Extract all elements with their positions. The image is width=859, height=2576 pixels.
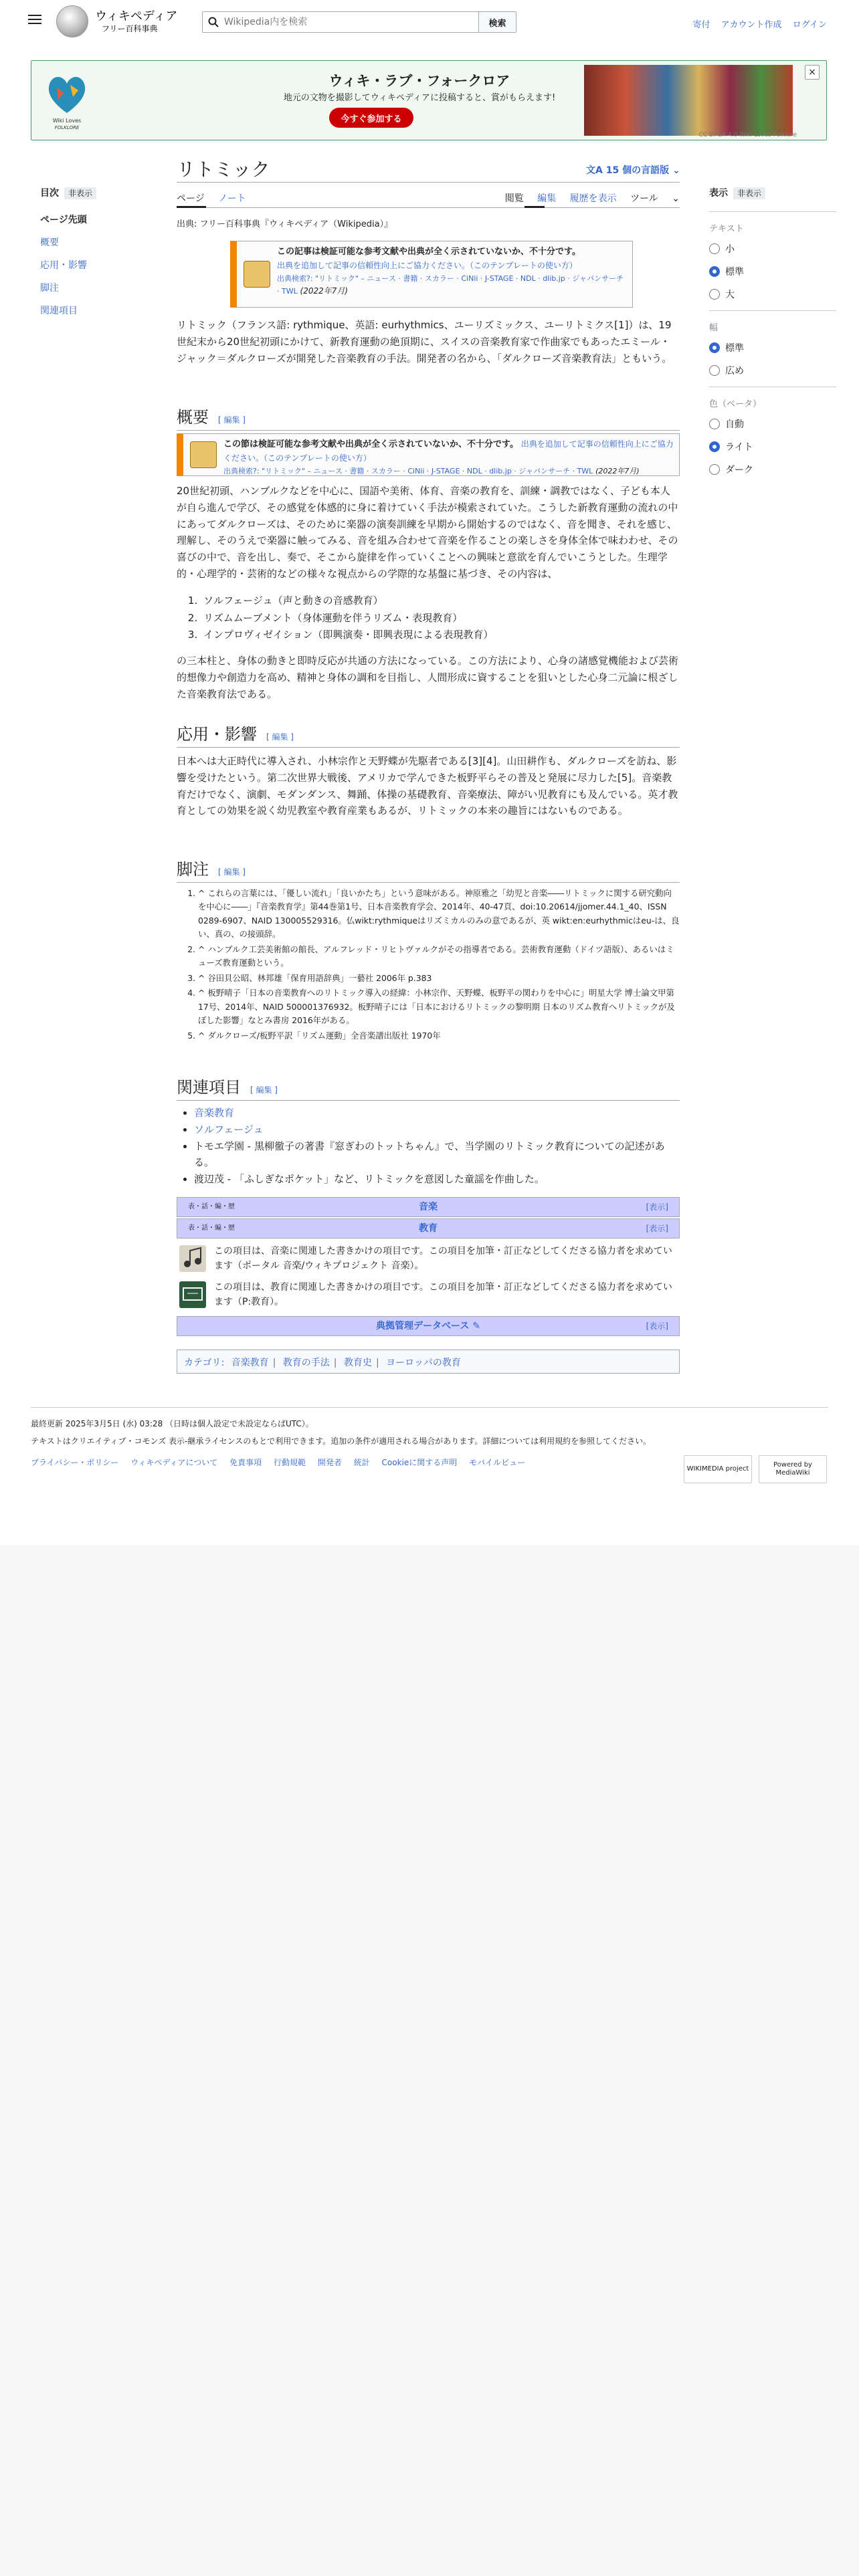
main-menu-button[interactable] bbox=[28, 15, 41, 24]
navbox-toggle[interactable]: [表示] bbox=[646, 1224, 668, 1233]
banner-join-button[interactable]: 今すぐ参加する bbox=[329, 108, 413, 128]
list-item bbox=[194, 1171, 680, 1188]
footnote-item bbox=[198, 1029, 680, 1043]
category-link[interactable]: 教育の手法 bbox=[282, 1358, 330, 1368]
edit-section-link[interactable]: [ 編集 ] bbox=[250, 1085, 278, 1095]
radio-light[interactable] bbox=[709, 441, 720, 452]
footnotes-list bbox=[198, 887, 680, 1044]
ambox-date: (2022年7月) bbox=[300, 286, 349, 296]
close-icon[interactable]: × bbox=[805, 65, 820, 80]
stub-education bbox=[177, 1279, 680, 1312]
navbox-vte[interactable]: 表・話・編・歴 bbox=[188, 1224, 235, 1232]
color-option[interactable] bbox=[709, 417, 836, 431]
appearance-hide-button[interactable]: 非表示 bbox=[733, 187, 765, 199]
ambox-references bbox=[230, 241, 633, 308]
related-link[interactable]: ソルフェージュ bbox=[194, 1123, 264, 1136]
logo-title[interactable]: ウィキペディア bbox=[95, 9, 178, 23]
navbox-toggle[interactable]: [表示] bbox=[646, 1202, 668, 1212]
heading-text: 脚注 bbox=[177, 860, 209, 879]
intro-paragraph: リトミック（フランス語: rythmique、英語: eurhythmics、ユーリズミックス、ユーリトミクス[1]）は、19世紀末から20世紀初頭にかけて、新教育運動の絶頂期に、スイスの音楽教育家で作曲家でもあったエミール・ジャック＝ダルクローズが開発した音楽教育の手法。開発者の名から、「ダルクローズ音楽教育法」ともいう。 bbox=[177, 319, 672, 364]
navbox-title[interactable]: 典拠管理データベース ✎ bbox=[376, 1321, 480, 1331]
toc-header bbox=[40, 186, 167, 199]
category-link[interactable]: ヨーロッパの教育 bbox=[386, 1358, 461, 1368]
text-size-label: テキスト bbox=[709, 224, 744, 234]
appearance-title: 表示 bbox=[709, 188, 728, 199]
overview-paragraph-2: の三本柱と、身体の動きと即時反応が共通の方法になっている。この方法により、心身の諸感覚機能および芸術的想像力や創造力を高め、精神と身体の調和を目指し、人間形成に資することを狙いとした心身二元論に根ざした音楽教育法である。 bbox=[177, 655, 679, 700]
footnote-item bbox=[198, 887, 680, 942]
search-button[interactable]: 検索 bbox=[478, 12, 516, 32]
footnote-text: ^ これらの言葉には、「優しい流れ」「良いかたち」という意味がある。神原雅之「幼児と音楽――リトミックに関する研究動向を中心に――」『音楽教育学』第44巻第1号、日本音楽教育学会、2014年、40-47頁、doi:10.20614/jjomer.44.1_40、ISSN 0289-6907、NAID 130005529316。仏wikt:rythmiqueはリズミカルのみの意であるが、英 wikt:en:eurhythmicはeu-は、良い、真の、の接頭辞。 bbox=[198, 888, 680, 940]
tabs-divider bbox=[177, 207, 680, 208]
option-label: ライト bbox=[725, 442, 753, 453]
active-tab-indicator-right bbox=[524, 206, 545, 208]
ambox-section bbox=[177, 433, 680, 476]
ambox-search-links[interactable]: 出典検索?: "リトミック" – ニュース · 書籍 · スカラー · CiNii · J-STAGE · NDL · dlib.jp · ジャパンサーチ · TWL bbox=[223, 466, 593, 475]
footer-link[interactable]: ウィキペディアについて bbox=[130, 1458, 218, 1467]
personal-tools bbox=[684, 17, 827, 30]
footnote-item bbox=[198, 943, 680, 970]
footer-link[interactable]: モバイルビュー bbox=[469, 1458, 526, 1467]
footnote-text: ^ ダルクローズ/板野平訳「リズム運動」全音楽譜出版社 1970年 bbox=[198, 1030, 441, 1041]
list-item bbox=[201, 627, 493, 644]
list-item bbox=[194, 1121, 680, 1138]
footnote-text: ^ 板野晴子「日本の音楽教育へのリトミック導入の経緯：小林宗作、天野蝶、板野平の関わりを中心に」明星大学 博士論文甲第17号、2014年、NAID 500001376932。板野晴子には「日本におけるリトミックの黎明期 日本のリズム教育へリトミックが及ぼした影響」なとみ書房 2016年がある。 bbox=[198, 988, 675, 1026]
radio-small[interactable] bbox=[709, 243, 720, 254]
related-text: トモエ学園 - 黒柳徹子の著書『窓ぎわのトットちゃん』で、当学園のリトミック教育についての記述がある。 bbox=[194, 1140, 665, 1169]
heading-text: 概要 bbox=[177, 408, 209, 427]
banner-photo bbox=[584, 65, 793, 136]
book-icon bbox=[190, 441, 217, 468]
music-stub-icon bbox=[179, 1245, 206, 1272]
toc-hide-button[interactable]: 非表示 bbox=[64, 187, 96, 199]
edit-section-link[interactable]: [ 編集 ] bbox=[218, 415, 246, 425]
toc-title: 目次 bbox=[40, 188, 59, 199]
search-icon bbox=[203, 12, 224, 32]
edit-section-link[interactable]: [ 編集 ] bbox=[218, 867, 246, 877]
text-size-option[interactable] bbox=[709, 265, 836, 278]
toc-item-overview[interactable]: 概要 bbox=[40, 237, 59, 248]
section-heading-overview bbox=[177, 404, 680, 431]
section-heading-notes bbox=[177, 856, 680, 883]
list-item-text: リズムムーブメント（身体運動を伴うリズム・表現教育） bbox=[203, 611, 463, 624]
tab-read[interactable]: 閲覧 bbox=[504, 193, 524, 204]
option-label: 大 bbox=[725, 290, 735, 300]
option-label: 自動 bbox=[725, 419, 744, 430]
tab-talk[interactable]: ノート bbox=[218, 193, 246, 204]
banner-title: ウィキ・ラブ・フォークロア bbox=[328, 73, 510, 89]
ambox-bold: この記事は検証可能な参考文献や出典が全く示されていないか、不十分です。 bbox=[277, 247, 581, 257]
page-bottom-area bbox=[0, 1545, 859, 2576]
navbox-music bbox=[177, 1197, 680, 1217]
related-link[interactable]: 音楽教育 bbox=[194, 1107, 235, 1119]
navbox-authority bbox=[177, 1316, 680, 1336]
toc-item-application[interactable]: 応用・影響 bbox=[40, 260, 87, 271]
footer-link[interactable]: 開発者 bbox=[317, 1458, 342, 1467]
svg-text:FOLKLORE: FOLKLORE bbox=[54, 125, 80, 130]
list-item bbox=[201, 610, 493, 627]
toc-item-top[interactable]: ページ先頭 bbox=[40, 215, 87, 225]
navbox-title[interactable]: 教育 bbox=[419, 1223, 438, 1234]
footer-last-modified: 最終更新 2025年3月5日 (水) 03:28 （日時は個人設定で未設定ならばUTC）。 bbox=[31, 1419, 314, 1428]
related-list bbox=[194, 1105, 680, 1188]
title-divider bbox=[177, 182, 680, 183]
section-heading-related bbox=[177, 1074, 680, 1101]
radio-auto[interactable] bbox=[709, 419, 720, 429]
chevron-down-icon: ⌄ bbox=[669, 165, 680, 176]
table-of-contents bbox=[40, 186, 167, 326]
from-line: 出典: フリー百科事典『ウィキペディア（Wikipedia）』 bbox=[177, 219, 393, 229]
banner-caption: CC BY-SA 4.0 Wiki Loves Folklore bbox=[698, 132, 797, 138]
edit-section-link[interactable]: [ 編集 ] bbox=[266, 732, 294, 742]
login-link[interactable]: ログイン bbox=[792, 20, 827, 30]
footer-link[interactable]: 免責事項 bbox=[229, 1458, 262, 1467]
ambox-search-links[interactable]: 出典検索?: "リトミック" – ニュース · 書籍 · スカラー · CiNii · J-STAGE · NDL · dlib.jp · ジャパンサーチ · TWL bbox=[277, 274, 624, 296]
categories-box: カテゴリ: 音楽教育 | 教育の手法 | 教育史 | ヨーロッパの教育 bbox=[177, 1350, 680, 1374]
text-size-option[interactable] bbox=[709, 288, 836, 301]
language-button[interactable] bbox=[586, 163, 680, 177]
logo-subtitle: フリー百科事典 bbox=[102, 24, 158, 33]
color-label: 色（ベータ） bbox=[709, 399, 762, 409]
text-size-option[interactable] bbox=[709, 242, 836, 255]
footnote-text: ^ 谷田貝公昭、林邦雄「保育用語辞典」一藝社 2006年 p.383 bbox=[198, 972, 432, 983]
radio-width-wide[interactable] bbox=[709, 365, 720, 376]
radio-width-standard[interactable] bbox=[709, 342, 720, 353]
search-input[interactable] bbox=[224, 12, 478, 32]
category-link[interactable]: 音楽教育 bbox=[231, 1358, 269, 1368]
navbox-education bbox=[177, 1218, 680, 1239]
radio-large[interactable] bbox=[709, 289, 720, 300]
color-option[interactable] bbox=[709, 440, 836, 453]
option-label: ダーク bbox=[725, 465, 753, 475]
related-text: 渡辺茂 - 「ふしぎなポケット」など、リトミックを意図した童謡を作曲した。 bbox=[194, 1173, 545, 1185]
width-label: 幅 bbox=[709, 323, 719, 333]
footer-license: テキストはクリエイティブ・コモンズ 表示-継承ライセンスのもとで利用できます。追加の条件が適用される場合があります。詳細については利用規約を参照してください。 bbox=[31, 1436, 652, 1446]
heading-text: 応用・影響 bbox=[177, 725, 257, 744]
footer-link[interactable]: プライバシー・ポリシー bbox=[31, 1458, 119, 1467]
active-tab-indicator bbox=[177, 206, 206, 208]
categories-label[interactable]: カテゴリ: bbox=[184, 1358, 225, 1368]
footer-link[interactable]: 統計 bbox=[353, 1458, 370, 1467]
list-item-text: ソルフェージュ（声と動きの音感教育） bbox=[203, 595, 383, 607]
ambox-bold: この節は検証可能な参考文献や出典が全く示されていないか、不十分です。 bbox=[223, 439, 518, 449]
category-link[interactable]: 教育史 bbox=[343, 1358, 372, 1368]
color-option[interactable] bbox=[709, 463, 836, 476]
footer-link[interactable]: Cookieに関する声明 bbox=[381, 1458, 458, 1467]
footer-divider bbox=[31, 1407, 828, 1408]
stub-text: この項目は、音楽に関連した書きかけの項目です。この項目を加筆・訂正などしてくださる協力者を求めています（ポータル 音楽/ウィキプロジェクト 音楽）。 bbox=[214, 1246, 672, 1272]
ambox-add-source[interactable]: 出典を追加して記事の信頼性向上にご協力ください。（このテンプレートの使い方） bbox=[223, 439, 674, 463]
wiki-loves-folklore-logo bbox=[43, 68, 90, 134]
appearance-panel bbox=[709, 186, 836, 486]
translate-icon: 文A bbox=[586, 165, 606, 176]
campaign-banner bbox=[31, 60, 827, 140]
chevron-down-icon: ⌄ bbox=[668, 193, 680, 204]
page-tabs bbox=[177, 191, 680, 206]
footnote-text: ^ ハンブルク工芸美術館の館長、アルフレッド・リヒトヴァルクがその指導者である。芸術教育運動（ドイツ語版）、あるいはミューズ教育運動という。 bbox=[198, 944, 674, 968]
site-header bbox=[0, 0, 859, 44]
application-paragraph: 日本へは大正時代に導入され、小林宗作と天野蝶が先駆者である[3][4]。山田耕作も、ダルクローズを訪ね、影響を受けたという。第二次世界大戦後、アメリカで学んできた板野平らその普及と発展に尽力した[5]。音楽教育だけでなく、演劇、モダンダンス、舞踊、体操の基礎教育、音楽療法、障がい児教育にも及んでいる。英才教育としての効果を説く幼児教室や教育産業もあるが、リトミックの本来の趣旨にはないものである。 bbox=[177, 755, 678, 817]
book-icon bbox=[244, 261, 270, 288]
language-count: 15 個の言語版 bbox=[605, 165, 670, 176]
pillars-list bbox=[201, 593, 493, 644]
footnote-item bbox=[198, 986, 680, 1027]
svg-text:Wiki Loves: Wiki Loves bbox=[52, 118, 82, 124]
page-title: リトミック bbox=[177, 158, 270, 181]
stub-music bbox=[177, 1243, 680, 1276]
radio-dark[interactable] bbox=[709, 464, 720, 475]
option-label: 広め bbox=[725, 366, 744, 377]
banner-subtitle: 地元の文物を撮影してウィキペディアに投稿すると、賞がもらえます! bbox=[283, 93, 556, 103]
tab-history[interactable]: 履歴を表示 bbox=[569, 193, 617, 204]
width-option[interactable] bbox=[709, 364, 836, 377]
option-label: 標準 bbox=[725, 267, 744, 278]
toc-item-related[interactable]: 関連項目 bbox=[40, 306, 78, 316]
option-label: 小 bbox=[725, 244, 735, 255]
list-item bbox=[201, 593, 493, 610]
create-account-link[interactable]: アカウント作成 bbox=[721, 20, 782, 30]
appearance-header bbox=[709, 186, 836, 199]
wikimedia-badge[interactable]: WIKIMEDIA project bbox=[684, 1455, 752, 1483]
tab-page[interactable]: ページ bbox=[177, 193, 205, 204]
search-box bbox=[202, 11, 516, 33]
navbox-title[interactable]: 音楽 bbox=[419, 1202, 438, 1212]
ambox-add-source[interactable]: 出典を追加して記事の信頼性向上にご協力ください。（このテンプレートの使い方） bbox=[277, 260, 577, 270]
mediawiki-badge[interactable]: Powered by MediaWiki bbox=[759, 1455, 827, 1483]
overview-paragraph: 20世紀初頭、ハンブルクなどを中心に、国語や美術、体育、音楽の教育を、訓練・調教ではなく、子ども本人が自ら進んで学び、その感覚を体感的に身に着けていく手法が模索されていた。こうした新教育運動の流れの中にあってダルクローズは、そのために楽器の演奏訓練を早期から開始するのではなく、音を聞き、それを感じ、理解し、そのうえで楽器に触ってみる、音を組み合わせて音楽を作ることの楽しさを身体全体で味わわせ、その喜びの中で、音を出し、奏で、そこから旋律を作っていくことへの興味と意欲を育んでいこうとした。生理学的・心理学的・芸術的などの様々な視点からの学際的な基盤に基づき、その内容は、 bbox=[177, 485, 678, 580]
footnote-item bbox=[198, 972, 680, 985]
section-heading-application bbox=[177, 721, 680, 748]
stub-text: この項目は、教育に関連した書きかけの項目です。この項目を加筆・訂正などしてくださる協力者を求めています（P:教育）。 bbox=[214, 1282, 672, 1308]
list-item bbox=[194, 1138, 680, 1172]
tab-tools[interactable]: ツール bbox=[630, 193, 658, 204]
wikipedia-globe-logo[interactable] bbox=[56, 5, 88, 37]
navbox-toggle[interactable]: [表示] bbox=[646, 1321, 668, 1331]
donate-link[interactable]: 寄付 bbox=[692, 20, 710, 30]
list-item bbox=[194, 1105, 680, 1121]
width-option[interactable] bbox=[709, 341, 836, 354]
education-stub-icon bbox=[179, 1281, 206, 1308]
ambox-date: (2022年7月) bbox=[595, 466, 640, 475]
list-item-text: インプロヴィゼイション（即興演奏・即興表現による表現教育） bbox=[203, 629, 494, 641]
heading-text: 関連項目 bbox=[177, 1078, 241, 1097]
navbox-vte[interactable]: 表・話・編・歴 bbox=[188, 1203, 235, 1210]
radio-standard[interactable] bbox=[709, 266, 720, 277]
toc-item-notes[interactable]: 脚注 bbox=[40, 283, 59, 294]
footer-links bbox=[31, 1457, 535, 1468]
footer-link[interactable]: 行動規範 bbox=[274, 1458, 306, 1467]
option-label: 標準 bbox=[725, 343, 744, 354]
tab-edit[interactable]: 編集 bbox=[537, 193, 557, 204]
